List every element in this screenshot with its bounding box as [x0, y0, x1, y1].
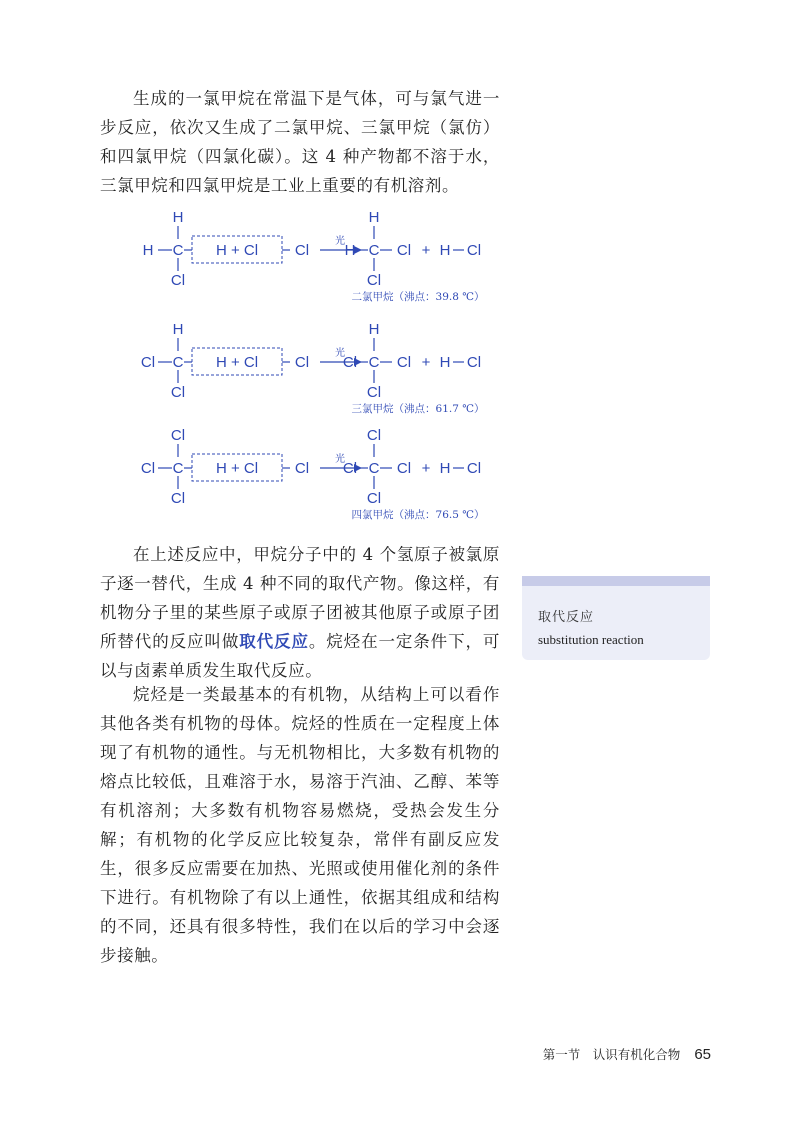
page-footer	[543, 1045, 711, 1063]
product-bottom-atom: Cl	[366, 384, 382, 401]
plus-sign: +	[421, 460, 431, 477]
paragraph-1	[100, 84, 500, 200]
reaction-row-2	[130, 321, 500, 415]
product-top-atom: Cl	[366, 427, 382, 444]
glossary-sidebar	[522, 576, 710, 660]
byproduct-chlorine: Cl	[466, 460, 482, 477]
product-right-atom: Cl	[396, 354, 412, 371]
reactant-left-atom: Cl	[140, 354, 156, 371]
paragraph-2-text: 在上述反应中，甲烷分子中的 4 个氢原子被氯原子逐一替代，生成 4 种不同的取代产物。像这样，有机物分子里的某些原子或原子团被其他原子或原子团所替代的反应叫做	[100, 545, 500, 651]
boxed-atoms: H + Cl	[215, 242, 259, 259]
product-bottom-atom: Cl	[366, 490, 382, 507]
product-right-atom: Cl	[396, 460, 412, 477]
footer-section-title: 第一节 认识有机化合物	[542, 1047, 681, 1062]
reactant-bottom-atom: Cl	[170, 272, 186, 289]
reaction-equation	[130, 428, 500, 528]
product-left-atom: H	[344, 242, 356, 259]
reaction-condition: 光	[335, 454, 345, 465]
plus-sign: +	[421, 354, 431, 371]
reaction-condition: 光	[335, 236, 345, 247]
product-caption: 二氯甲烷（沸点：39.8 ℃）	[351, 291, 485, 303]
reactant-left-atom: H	[142, 242, 154, 259]
reagent-chlorine: Cl	[294, 460, 310, 477]
reagent-chlorine: Cl	[294, 242, 310, 259]
product-carbon-atom: C	[368, 354, 380, 371]
paragraph-3	[100, 680, 500, 970]
byproduct-hydrogen: H	[439, 354, 451, 371]
reaction-condition: 光	[335, 348, 345, 359]
product-carbon-atom: C	[368, 242, 380, 259]
product-right-atom: Cl	[396, 242, 412, 259]
product-top-atom: H	[368, 321, 380, 338]
reactant-top-atom: Cl	[170, 427, 186, 444]
reaction-row-3	[130, 427, 500, 521]
reaction-row-1	[130, 209, 500, 303]
byproduct-hydrogen: H	[439, 242, 451, 259]
product-left-atom: Cl	[342, 354, 358, 371]
glossary-term-cn: 取代反应	[538, 610, 595, 625]
paragraph-2	[100, 540, 500, 685]
boxed-atoms: H + Cl	[215, 354, 259, 371]
glossary-term-en: substitution reaction	[538, 632, 644, 647]
reactant-carbon-atom: C	[172, 242, 184, 259]
reactant-left-atom: Cl	[140, 460, 156, 477]
reaction-equation	[130, 322, 500, 422]
plus-sign: +	[421, 242, 431, 259]
product-caption: 四氯甲烷（沸点：76.5 ℃）	[351, 509, 485, 521]
reaction-equation	[130, 210, 500, 310]
paragraph-2-text-end: 。烷烃在一定条件下，可以与卤素单质发生取代反应。	[100, 632, 500, 680]
reagent-chlorine: Cl	[294, 354, 310, 371]
reactant-bottom-atom: Cl	[170, 384, 186, 401]
byproduct-hydrogen: H	[439, 460, 451, 477]
reactant-top-atom: H	[172, 209, 184, 226]
product-left-atom: Cl	[342, 460, 358, 477]
boxed-atoms: H + Cl	[215, 460, 259, 477]
page-number: 65	[694, 1046, 711, 1063]
product-top-atom: H	[368, 209, 380, 226]
reactant-carbon-atom: C	[172, 460, 184, 477]
paragraph-3-text: 烷烃是一类最基本的有机物，从结构上可以看作其他各类有机物的母体。烷烃的性质在一定程度上体现了有机物的通性。与无机物相比，大多数有机物的熔点比较低，且难溶于水，易溶于汽油、乙醇、苯等有机溶剂；大多数有机物容易燃烧，受热会发生分解；有机物的化学反应比较复杂，常伴有副反应发生，很多反应需要在加热、光照或使用催化剂的条件下进行。有机物除了有以上通性，依据其组成和结构的不同，还具有很多特性，我们在以后的学习中会逐步接触。	[100, 685, 500, 965]
paragraph-1-text: 生成的一氯甲烷在常温下是气体，可与氯气进一步反应，依次又生成了二氯甲烷、三氯甲烷（氯仿）和四氯甲烷（四氯化碳）。这 4 种产物都不溶于水，三氯甲烷和四氯甲烷是工业上重要的有机溶剂。	[100, 89, 500, 195]
reactant-top-atom: H	[172, 321, 184, 338]
key-term-substitution: 取代反应	[239, 632, 309, 651]
byproduct-chlorine: Cl	[466, 354, 482, 371]
product-bottom-atom: Cl	[366, 272, 382, 289]
product-carbon-atom: C	[368, 460, 380, 477]
product-caption: 三氯甲烷（沸点：61.7 ℃）	[351, 403, 485, 415]
reactant-carbon-atom: C	[172, 354, 184, 371]
reactant-bottom-atom: Cl	[170, 490, 186, 507]
byproduct-chlorine: Cl	[466, 242, 482, 259]
